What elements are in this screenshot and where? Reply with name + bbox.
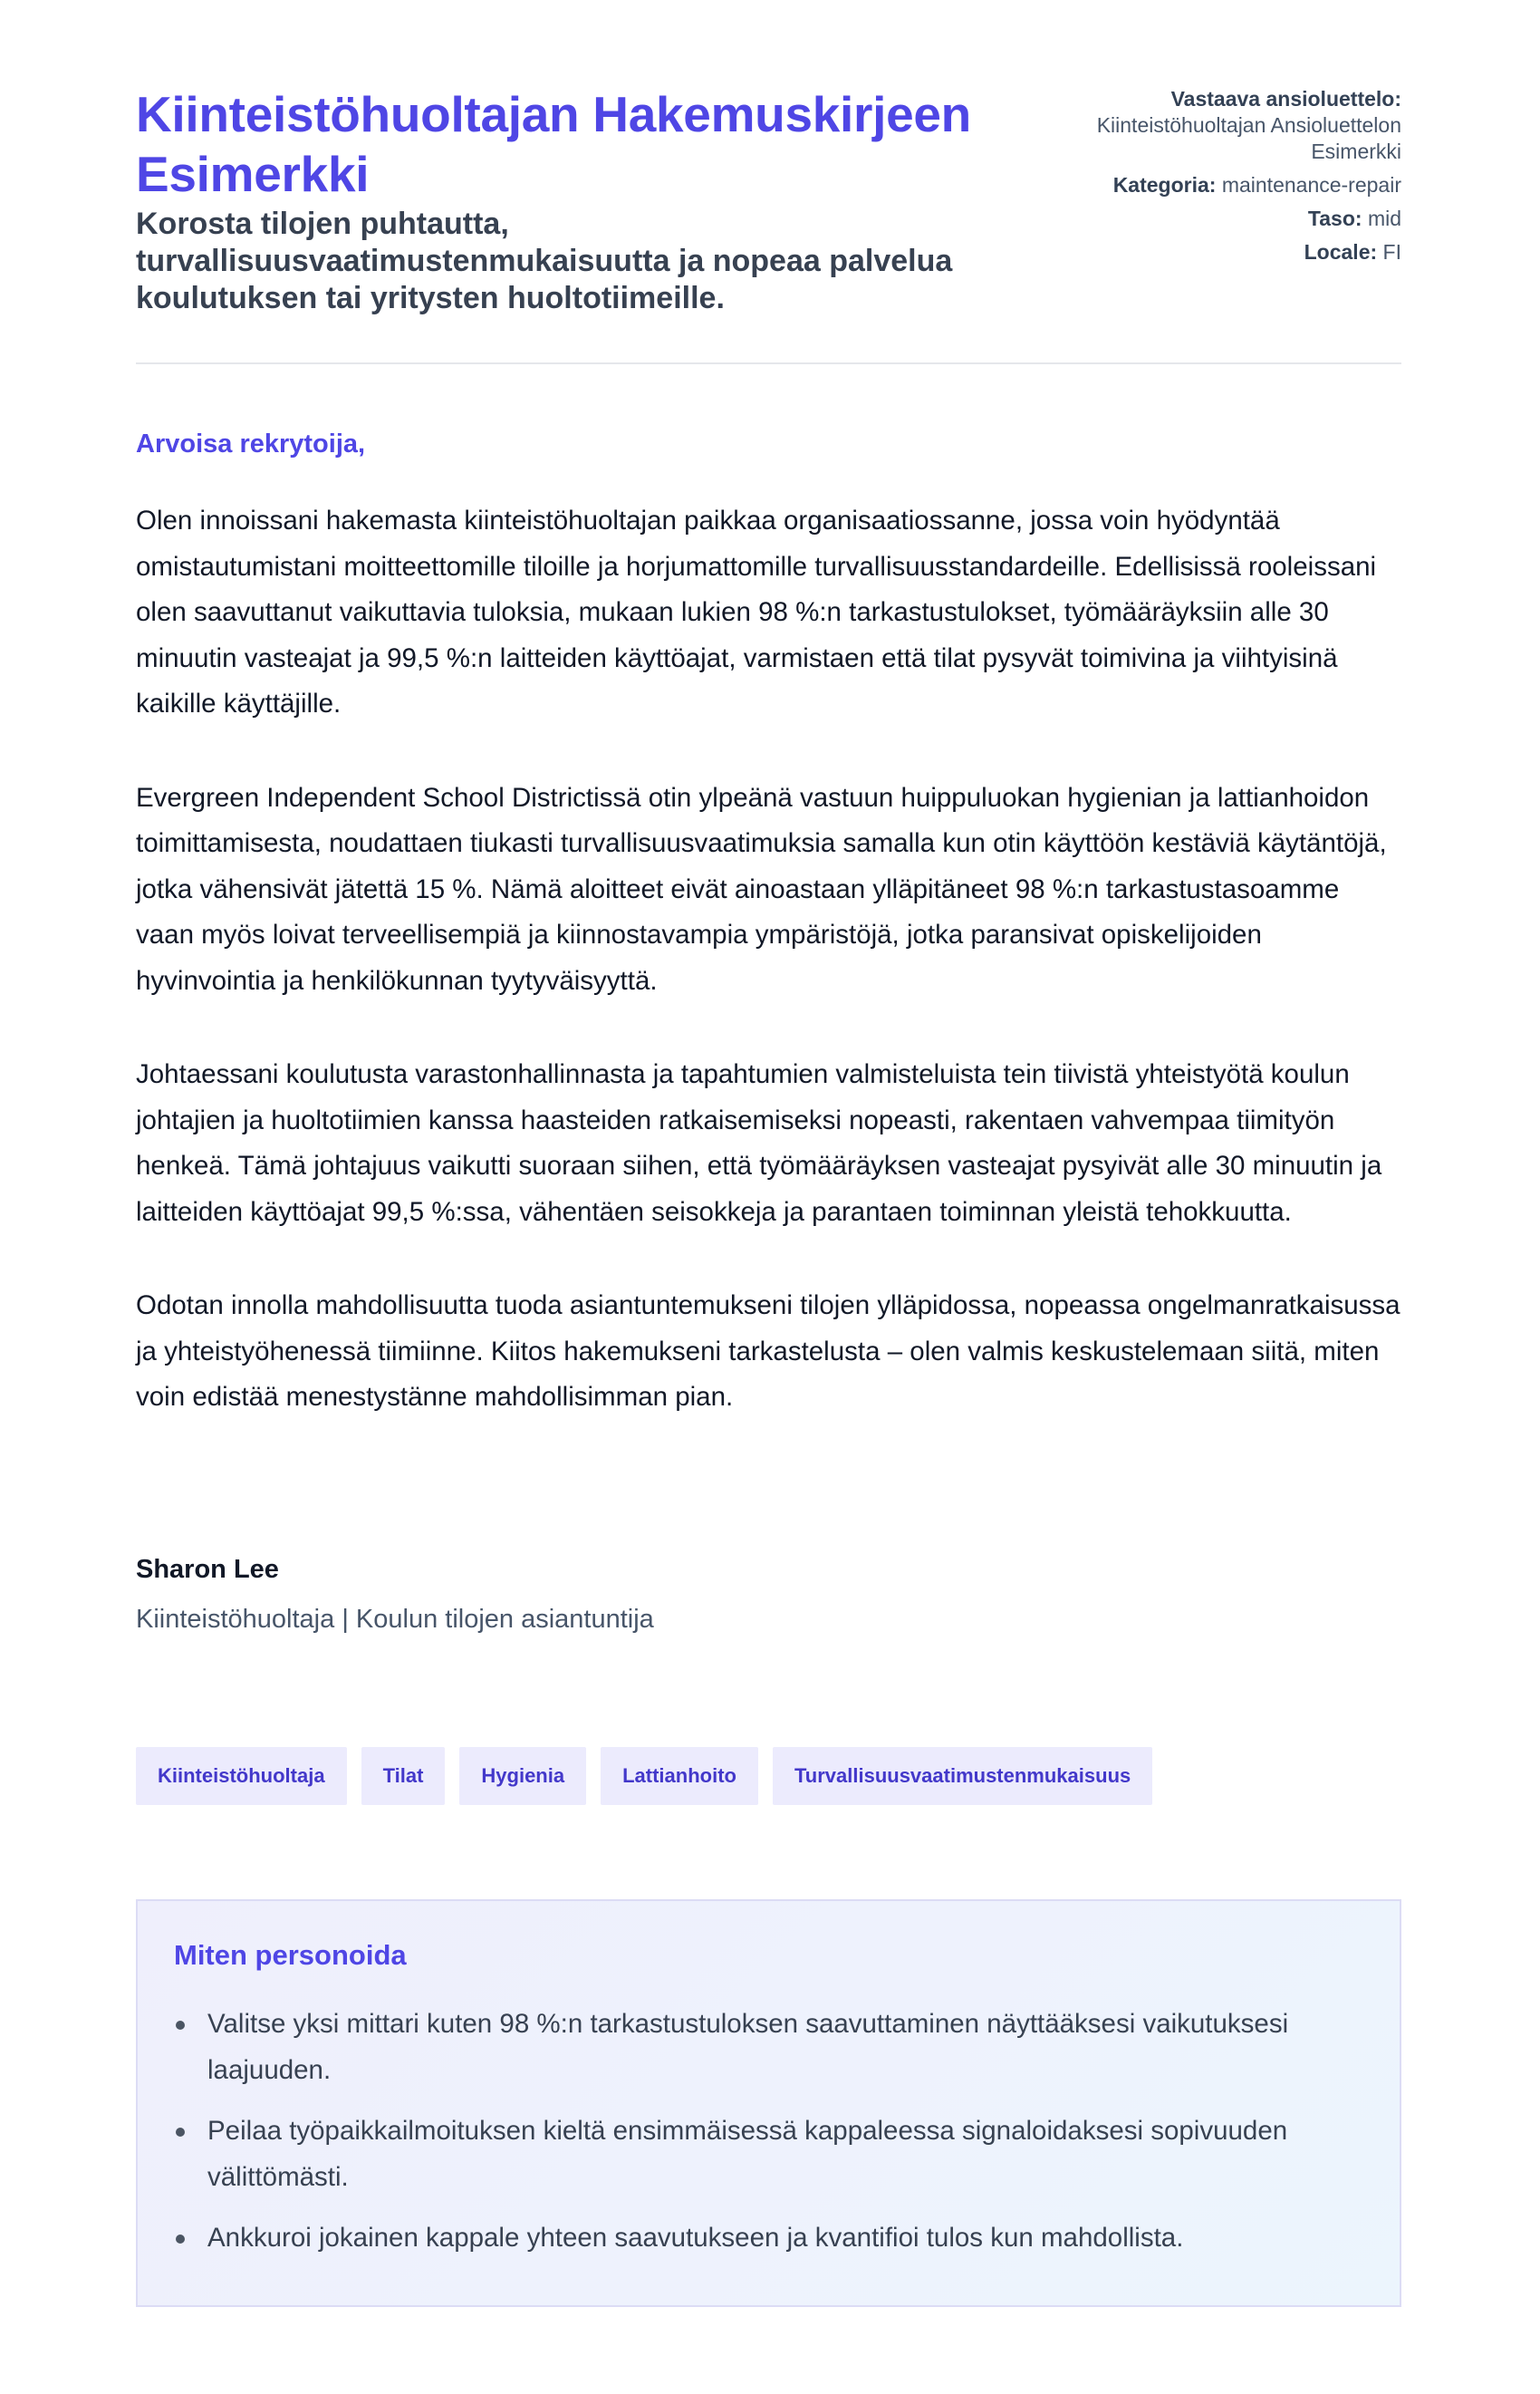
meta-category-label: Kategoria: — [1112, 173, 1217, 197]
tag-chip[interactable]: Turvallisuusvaatimustenmukaisuus — [773, 1747, 1152, 1805]
tips-list-item — [174, 2108, 1297, 2200]
meta-panel — [1057, 86, 1401, 273]
letter-paragraph: Johtaessani koulutusta varastonhallinnasta ja tapahtumien valmisteluista tein tiivistä yhteistyötä koulun johtajien ja huoltotiimien kanssa haasteiden ratkaisemiseksi nopeasti, rakentaen vahvempaa tiimityön henkeä. Tämä johtajuus vaikutti suoraan siihen, että työmääräyksen vasteajat pysyivät alle 30 minuutin ja laitteiden käyttöajat 99,5 %:ssa, vähentäen seisokkeja ja parantaen toiminnan yleistä tehokkuutta. — [136, 1059, 1382, 1227]
signature-title: Kiinteistöhuoltaja | Koulun tilojen asiantuntija — [136, 1605, 654, 1634]
meta-related-resume — [1057, 86, 1401, 165]
page-title: Kiinteistöhuoltajan Hakemuskirjeen Esimerkki — [136, 86, 971, 202]
tag-chip[interactable]: Lattianhoito — [601, 1747, 758, 1805]
tag-chip[interactable]: Kiinteistöhuoltaja — [136, 1747, 347, 1805]
letter-greeting: Arvoisa rekrytoija, — [136, 430, 366, 459]
meta-locale-value: FI — [1382, 240, 1401, 264]
meta-locale — [1057, 239, 1401, 265]
letter-paragraph: Evergreen Independent School Districtissä otin ylpeänä vastuun huippuluokan hygienian ja lattianhoidon toimittamisesta, noudattaen tiukasti turvallisuusvaatimuksia samalla kun otin käyttöön kestäviä käytäntöjä, jotka vähensivät jätettä 15 %. Nämä aloitteet eivät ainoastaan ylläpitäneet 98 %:n tarkastustasoamme vaan myös loivat terveellisempiä ja kiinnostavampia ympäristöjä, jotka paransivat opiskelijoiden hyvinvointia ja henkilökunnan tyytyväisyyttä. — [136, 782, 1387, 996]
page-header — [136, 0, 1401, 364]
header-divider — [136, 362, 1401, 364]
bullet-icon — [176, 2128, 185, 2137]
letter-body — [136, 498, 1401, 1469]
personalization-tips-box — [136, 1899, 1401, 2307]
meta-category-value: maintenance-repair — [1221, 173, 1401, 197]
meta-related-resume-label: Vastaava ansioluettelo: — [1170, 87, 1401, 111]
tag-list — [136, 1747, 1152, 1805]
bullet-icon — [176, 2235, 185, 2244]
cover-letter-page — [136, 0, 1401, 2253]
tips-item-text: Ankkuroi jokainen kappale yhteen saavutukseen ja kvantifioi tulos kun mahdollista. — [207, 2223, 1184, 2253]
meta-level-value: mid — [1367, 207, 1401, 230]
tips-item-text: Peilaa työpaikkailmoituksen kieltä ensimmäisessä kappaleessa signaloidaksesi sopivuuden välittömästi. — [207, 2116, 1288, 2192]
tag-chip[interactable]: Hygienia — [459, 1747, 586, 1805]
page-subtitle: Korosta tilojen puhtautta, turvallisuusvaatimustenmukaisuutta ja nopeaa palvelua koulutuksen tai yritysten huoltotiimeille. — [136, 207, 953, 315]
meta-category — [1057, 172, 1401, 198]
meta-locale-label: Locale: — [1304, 240, 1378, 264]
tips-list-item — [174, 2215, 1297, 2261]
signature-block — [136, 1551, 654, 1637]
tips-title: Miten personoida — [174, 1939, 407, 1971]
tips-item-text: Valitse yksi mittari kuten 98 %:n tarkastustuloksen saavuttaminen näyttääksesi vaikutuksesi laajuuden. — [207, 2009, 1289, 2085]
signature-name: Sharon Lee — [136, 1555, 279, 1584]
letter-paragraph: Odotan innolla mahdollisuutta tuoda asiantuntemukseni tilojen ylläpidossa, nopeassa ongelmanratkaisussa ja yhteistyöhenessä tiimiinne. Kiitos hakemukseni tarkastelusta – olen valmis keskustelemaan siitä, miten voin edistää menestystänne mahdollisimman pian. — [136, 1290, 1400, 1412]
tips-list-item — [174, 2001, 1297, 2093]
bullet-icon — [176, 2021, 185, 2030]
tag-chip[interactable]: Tilat — [361, 1747, 446, 1805]
meta-level — [1057, 206, 1401, 232]
meta-level-label: Taso: — [1307, 207, 1362, 230]
letter-paragraph: Olen innoissani hakemasta kiinteistöhuoltajan paikkaa organisaatiossanne, jossa voin hyödyntää omistautumistani moitteettomille tiloille ja horjumattomille turvallisuusstandardeille. Edellisissä rooleissani olen saavuttanut vaikuttavia tuloksia, mukaan lukien 98 %:n tarkastustulokset, työmääräyksiin alle 30 minuutin vasteajat ja 99,5 %:n laitteiden käyttöajat, varmistaen että tilat pysyvät toimivina ja viihtyisinä kaikille käyttäjille. — [136, 506, 1377, 719]
tips-list — [174, 2001, 1363, 2261]
meta-related-resume-link[interactable]: Kiinteistöhuoltajan Ansioluettelon Esimerkki — [1096, 113, 1401, 163]
